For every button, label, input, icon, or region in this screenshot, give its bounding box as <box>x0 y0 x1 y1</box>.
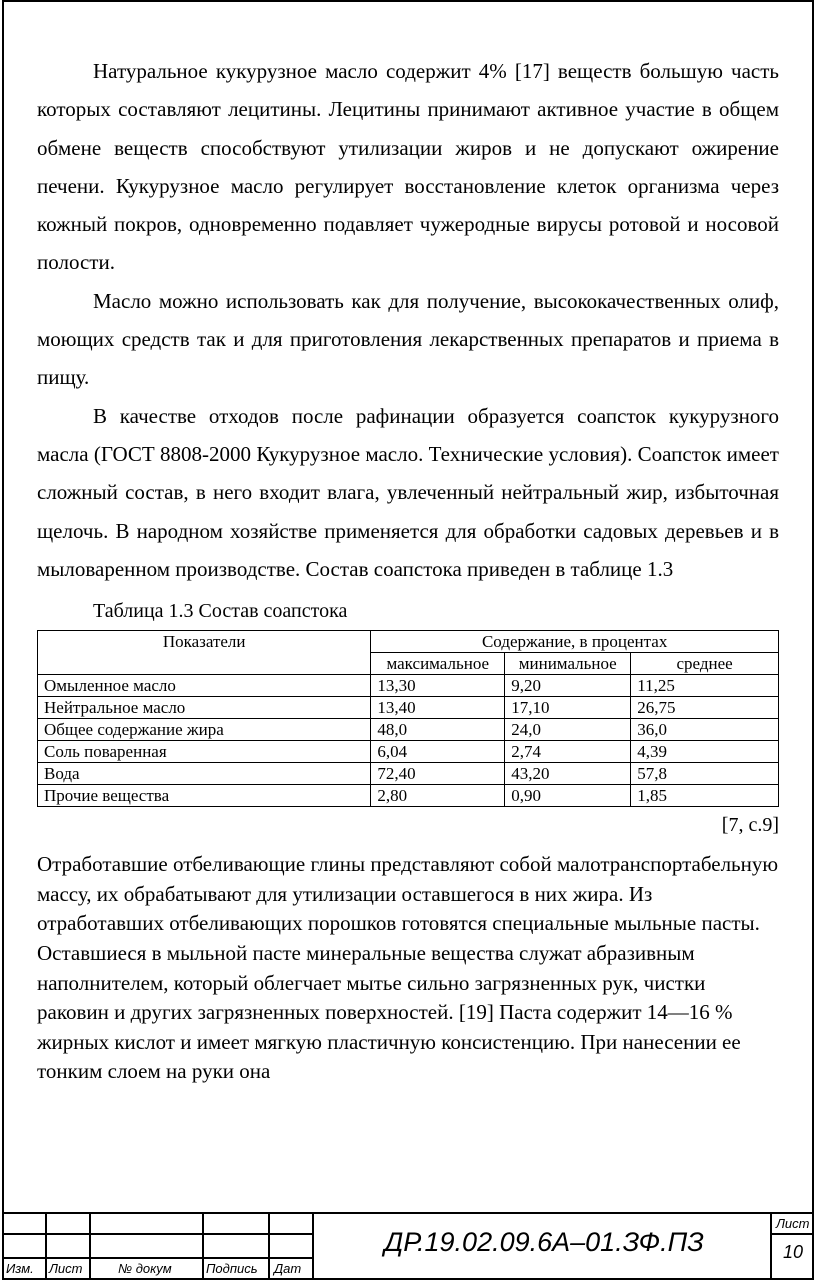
row-name: Омыленное масло <box>38 675 371 697</box>
stamp-label-signature: Подпись <box>206 1261 258 1276</box>
subheader-max: максимальное <box>371 653 505 675</box>
row-max: 2,80 <box>371 785 505 807</box>
stamp-label-doc-no: № докум <box>118 1261 172 1276</box>
table-header-row <box>38 631 779 653</box>
row-min: 0,90 <box>505 785 631 807</box>
table-row <box>38 741 779 763</box>
row-min: 9,20 <box>505 675 631 697</box>
table-row <box>38 697 779 719</box>
title-block-stamp <box>2 1212 814 1280</box>
table-row <box>38 763 779 785</box>
table-caption: Таблица 1.3 Состав соапстока <box>93 600 348 623</box>
stamp-label-date: Дат <box>274 1261 302 1276</box>
row-min: 43,20 <box>505 763 631 785</box>
row-avg: 36,0 <box>631 719 779 741</box>
document-code: ДР.19.02.09.6А–01.ЗФ.ПЗ <box>384 1227 704 1257</box>
paragraph-2: Масло можно использовать как для получение, высококачественных олиф, моющих средств так и для приготовления лекарственных препаратов и приема в пищу. <box>37 288 779 390</box>
sheet-number: 10 <box>782 1242 804 1262</box>
sheet-label: Лист <box>776 1216 810 1231</box>
row-max: 13,40 <box>371 697 505 719</box>
paragraph-3: В качестве отходов после рафинации образуется соапсток кукурузного масла (ГОСТ 8808-2000 Кукурузное масло. Технические условия). Соапсток имеет сложный состав, в него входит влага, увлеченный нейтральный жир, избыточная щелочь. В народном хозяйстве применяется для обработки садовых деревьев и в мыловаренном производстве. Состав соапстока приведен в таблице 1.3 <box>37 403 779 581</box>
row-min: 2,74 <box>505 741 631 763</box>
row-avg: 26,75 <box>631 697 779 719</box>
paragraph-1: Натуральное кукурузное масло содержит 4% [17] веществ большую часть которых составляют лецитины. Лецитины принимают активное участие в общем обмене веществ способствуют утилизации жиров и не допускают ожирение печени. Кукурузное масло регулирует восстановление клеток организма через кожный покров, одновременно подавляет чужеродные вирусы ротовой и носовой полости. <box>37 59 779 275</box>
table-row <box>38 785 779 807</box>
row-max: 6,04 <box>371 741 505 763</box>
row-name: Прочие вещества <box>38 785 371 807</box>
header-indicator: Показатели <box>38 631 371 675</box>
row-name: Вода <box>38 763 371 785</box>
paragraph-4: Отработавшие отбеливающие глины представляют собой малотранспортабельную массу, их обрабатывают для утилизации оставшегося в них жира. Из отработавших отбеливающих порошков готовятся специальные мыльные пасты. Оставшиеся в мыльной пасте минеральные вещества служат абразивным наполнителем, который облегчает мытье сильно загрязненных рук, чистки раковин и других загрязненных поверхностей. [19] Паста содержит 14—16 % жирных кислот и имеет мягкую пластичную консистенцию. При нанесении ее тонким слоем на руки она <box>37 852 779 1084</box>
row-max: 13,30 <box>371 675 505 697</box>
document-body <box>37 52 779 1087</box>
stamp-label-izm: Изм. <box>6 1261 34 1276</box>
row-max: 72,40 <box>371 763 505 785</box>
row-min: 24,0 <box>505 719 631 741</box>
subheader-avg: среднее <box>631 653 779 675</box>
header-content: Содержание, в процентах <box>371 631 779 653</box>
stamp-label-list: Лист <box>49 1261 83 1276</box>
table-citation: [7, с.9] <box>721 814 779 837</box>
row-max: 48,0 <box>371 719 505 741</box>
subheader-min: минимальное <box>505 653 631 675</box>
row-avg: 57,8 <box>631 763 779 785</box>
row-avg: 11,25 <box>631 675 779 697</box>
row-min: 17,10 <box>505 697 631 719</box>
row-avg: 4,39 <box>631 741 779 763</box>
row-name: Соль поваренная <box>38 741 371 763</box>
table-row <box>38 675 779 697</box>
row-avg: 1,85 <box>631 785 779 807</box>
table-row <box>38 719 779 741</box>
row-name: Нейтральное масло <box>38 697 371 719</box>
composition-table <box>37 630 779 807</box>
row-name: Общее содержание жира <box>38 719 371 741</box>
